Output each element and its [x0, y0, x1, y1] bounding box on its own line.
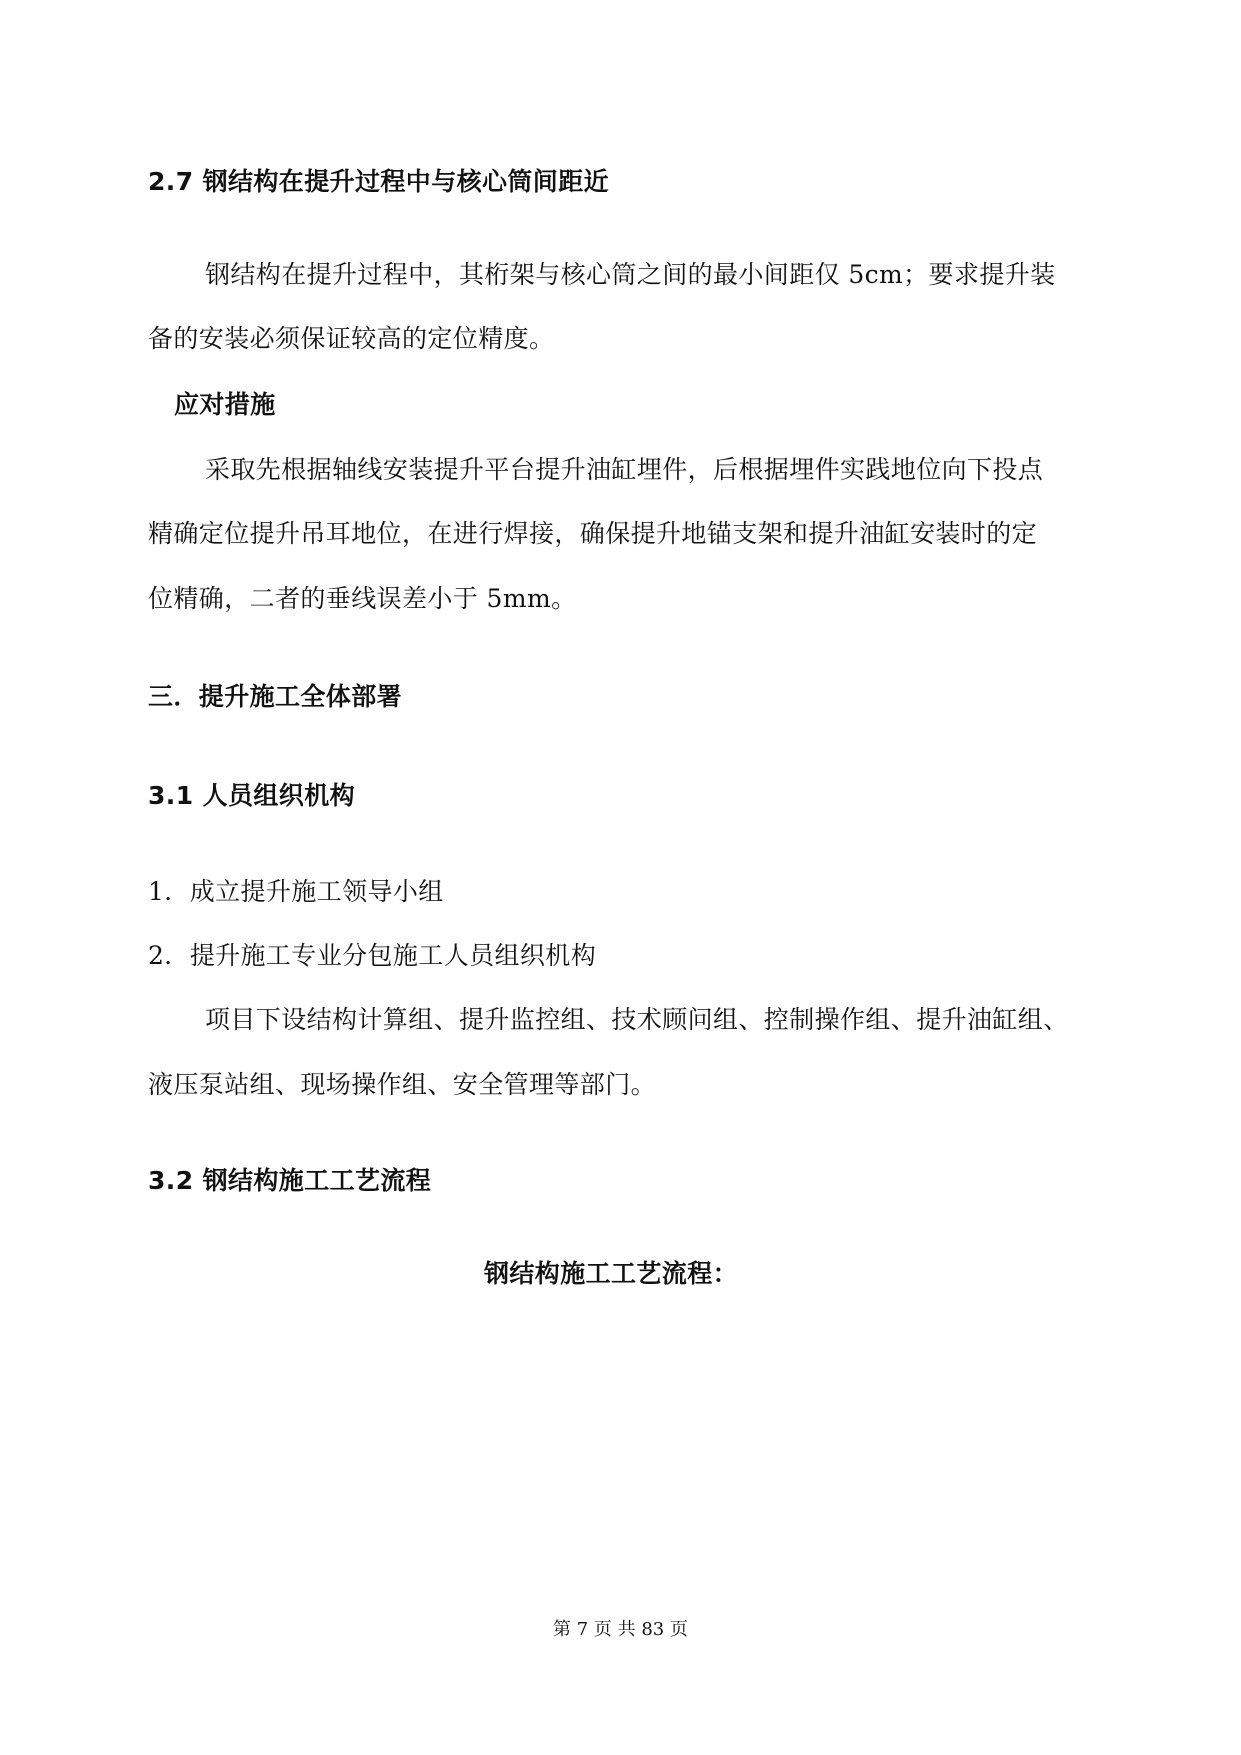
section-3-1-heading: 3.1 人员组织机构: [148, 781, 355, 810]
list-item-2: 2．提升施工专业分包施工人员组织机构: [148, 941, 597, 970]
flow-chart-title: 钢结构施工工艺流程：: [484, 1259, 739, 1288]
measures-line-1: 采取先根据轴线安装提升平台提升油缸埋件，后根据埋件实践地位向下投点: [205, 455, 1044, 484]
list-item-1: 1．成立提升施工领导小组: [148, 877, 444, 906]
section-3-1-paragraph-line-1: 项目下设结构计算组、提升监控组、技术顾问组、控制操作组、提升油缸组、: [205, 1005, 1069, 1034]
measures-line-3: 位精确，二者的垂线误差小于 5mm。: [148, 584, 577, 613]
measures-line-2: 精确定位提升吊耳地位，在进行焊接，确保提升地锚支架和提升油缸安装时的定: [148, 519, 1038, 548]
section-2-7-paragraph-line-1: 钢结构在提升过程中，其桁架与核心筒之间的最小间距仅 5cm；要求提升装: [205, 260, 1056, 289]
page-footer: 第 7 页 共 83 页: [553, 1619, 688, 1640]
section-3-1-paragraph-line-2: 液压泵站组、现场操作组、安全管理等部门。: [148, 1070, 657, 1099]
measures-heading: 应对措施: [174, 390, 276, 419]
section-2-7-heading: 2.7 钢结构在提升过程中与核心筒间距近: [148, 167, 609, 196]
section-2-7-paragraph-line-2: 备的安装必须保证较高的定位精度。: [148, 324, 555, 353]
section-3-2-heading: 3.2 钢结构施工工艺流程: [148, 1166, 432, 1195]
section-3-heading: 三．提升施工全体部署: [148, 682, 403, 711]
